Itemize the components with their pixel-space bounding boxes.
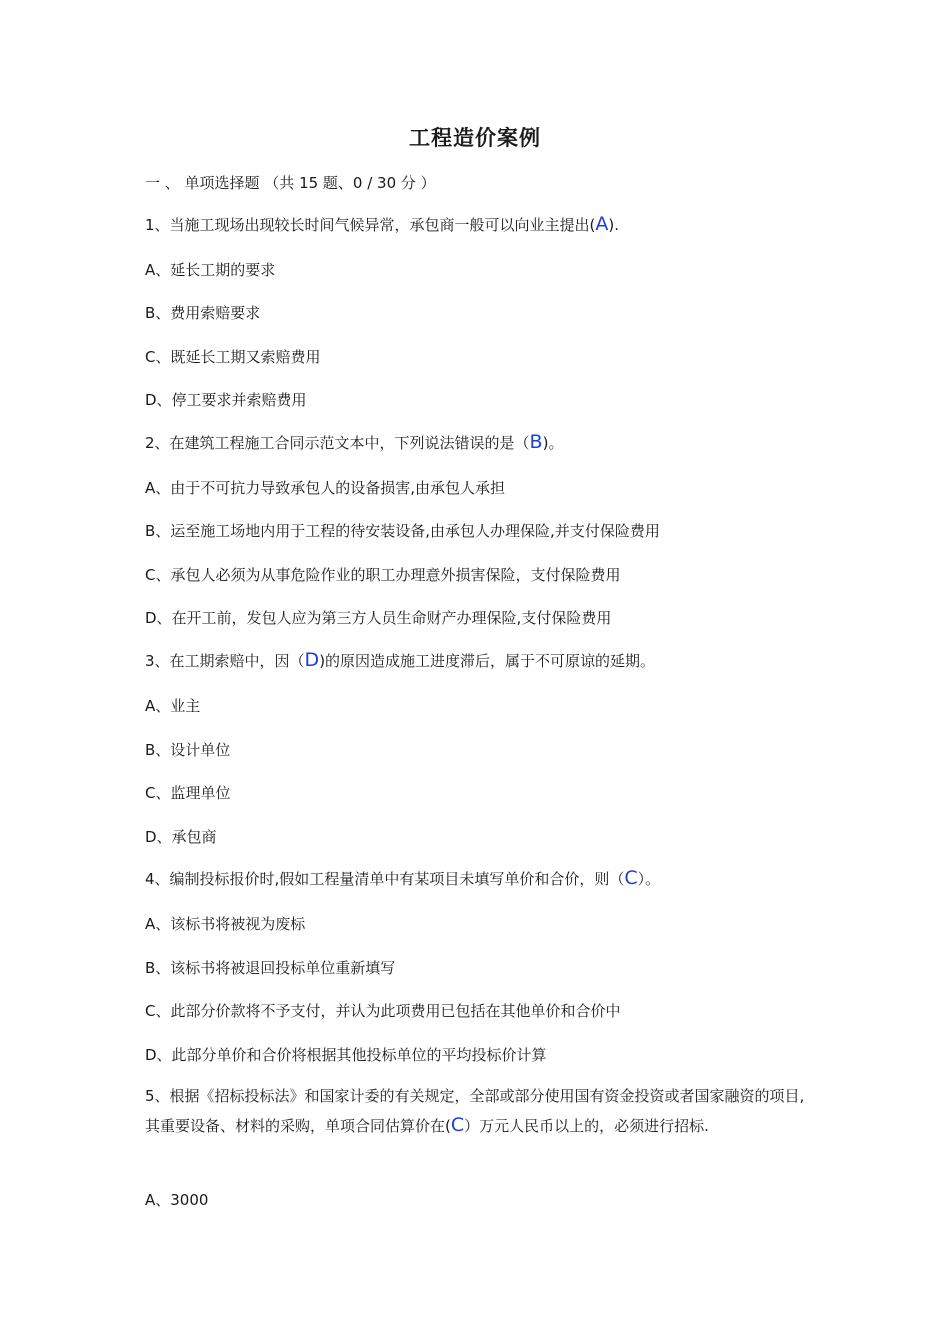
option-line: B、运至施工场地内用于工程的待安装设备,由承包人办理保险,并支付保险费用 [145,522,660,540]
question-text-end: ）。 [637,870,661,888]
option-line: A、该标书将被视为废标 [145,915,306,933]
option-line: A、延长工期的要求 [145,261,276,279]
option-line: C、监理单位 [145,784,231,802]
question-text-end: ). [608,216,620,234]
option-line: D、承包商 [145,828,217,846]
section-heading: 一 、 单项选择题 （共 15 题、0 / 30 分 ） [145,174,436,192]
question-3 [145,649,655,671]
option-line: B、该标书将被退回投标单位重新填写 [145,959,396,977]
answer-mark: C [624,867,638,889]
question-text-end: )。 [542,434,564,452]
question-text: 5、根据《招标投标法》和国家计委的有关规定，全部或部分使用国有资金投资或者国家融资的项目,其重要设备、材料的采购，单项合同估算价在( [145,1087,805,1135]
option-line: A、3000 [145,1191,209,1209]
question-text: 4、编制投标报价时,假如工程量清单中有某项目未填写单价和合价，则（ [145,870,625,888]
question-text: 2、在建筑工程施工合同示范文本中，下列说法错误的是（ [145,434,530,452]
option-line: C、此部分价款将不予支付，并认为此项费用已包括在其他单价和合价中 [145,1002,621,1020]
answer-mark: B [529,431,543,453]
question-text-end: ）万元人民币以上的，必须进行招标. [464,1117,709,1135]
question-text: 1、当施工现场出现较长时间气候异常，承包商一般可以向业主提出( [145,216,596,234]
question-1 [145,213,619,235]
option-line: C、既延长工期又索赔费用 [145,348,321,366]
answer-mark: D [304,649,320,671]
question-4 [145,867,660,889]
question-text: 3、在工期索赔中，因（ [145,652,305,670]
option-line: D、在开工前，发包人应为第三方人员生命财产办理保险,支付保险费用 [145,609,612,627]
option-line: A、业主 [145,697,201,715]
answer-mark: A [595,213,609,235]
option-line: B、费用索赔要求 [145,304,261,322]
answer-mark: C [450,1114,465,1136]
option-line: C、承包人必须为从事危险作业的职工办理意外损害保险，支付保险费用 [145,566,621,584]
question-text-end: )的原因造成施工进度滞后，属于不可原谅的延期。 [319,652,656,670]
option-line: D、停工要求并索赔费用 [145,391,307,409]
option-line: A、由于不可抗力导致承包人的设备损害,由承包人承担 [145,479,506,497]
doc-title: 工程造价案例 [409,126,541,150]
question-2 [145,431,563,453]
option-line: D、此部分单价和合价将根据其他投标单位的平均投标价计算 [145,1046,547,1064]
question-5 [145,1082,810,1141]
option-line: B、设计单位 [145,741,231,759]
